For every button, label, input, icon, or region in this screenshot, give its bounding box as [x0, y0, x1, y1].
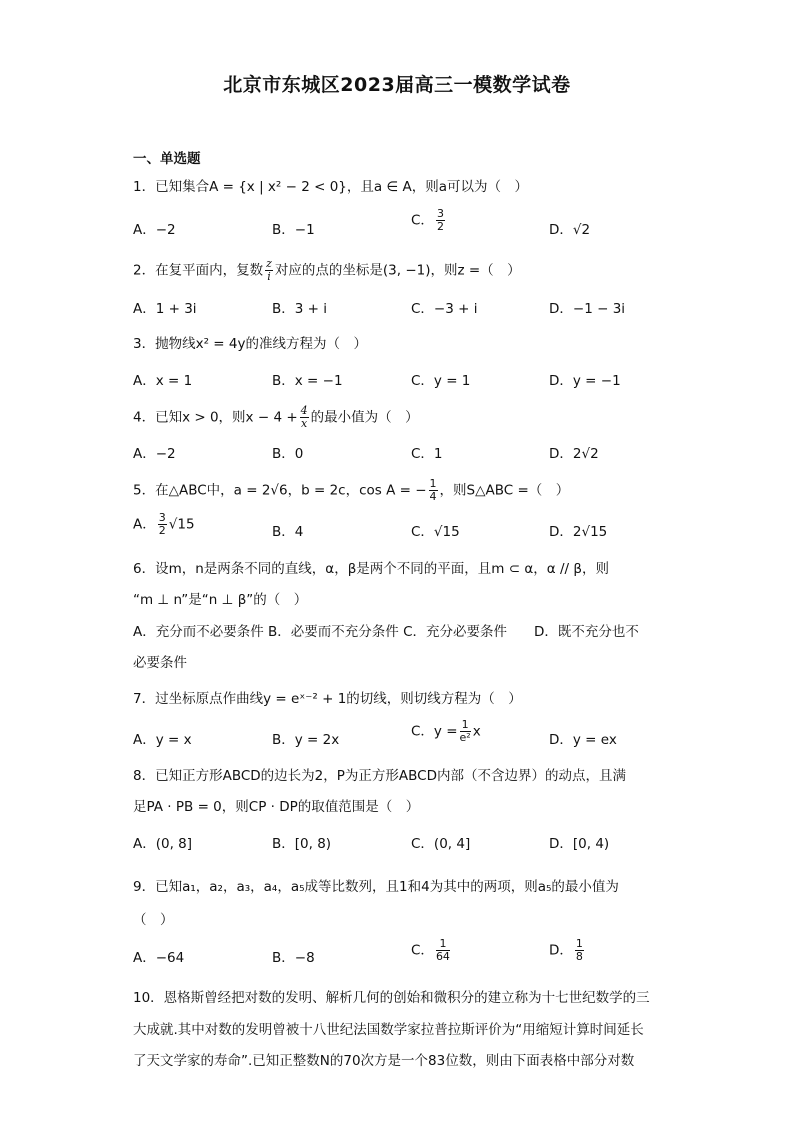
option-label: A． — [133, 516, 156, 533]
fraction — [429, 478, 438, 503]
denominator: 8 — [575, 950, 583, 963]
stem-text: 的最小值为（ ） — [310, 409, 419, 426]
fraction — [460, 719, 471, 744]
page-title: 北京市东城区2023届高三一模数学试卷 — [223, 74, 571, 96]
option-d: D．y = ex — [549, 732, 617, 748]
option-label: C． — [411, 942, 434, 959]
numerator: 1 — [575, 937, 583, 950]
option-d — [549, 938, 586, 963]
denominator: 64 — [435, 950, 450, 963]
option-label: D． — [549, 942, 573, 959]
question-8-stem-line-1: 8．已知正方形ABCD的边长为2，P为正方形ABCD内部（不含边界）的动点，且满 — [133, 768, 626, 784]
option-b: B．−1 — [272, 222, 315, 238]
stem-text: 5．在△ABC中，a = 2√6，b = 2c，cos A = − — [133, 482, 427, 499]
option-b: B．[0, 8) — [272, 836, 332, 852]
option-b: B．x = −1 — [272, 373, 343, 389]
option-a: A．−2 — [133, 222, 176, 238]
question-7-stem: 7．过坐标原点作曲线y = eˣ⁻² + 1的切线，则切线方程为（ ） — [133, 691, 522, 707]
stem-text: 对应的点的坐标是(3, −1)，则z =（ ） — [274, 262, 521, 279]
option-d: D．2√15 — [549, 524, 608, 540]
denominator: e² — [459, 731, 471, 744]
question-6-stem-line-2: “m ⊥ n”是“n ⊥ β”的（ ） — [133, 592, 308, 608]
question-10-line-2: 大成就.其中对数的发明曾被十八世纪法国数学家拉普拉斯评价为“用缩短计算时间延长 — [133, 1022, 644, 1038]
question-3-stem: 3．抛物线x² = 4y的准线方程为（ ） — [133, 336, 367, 352]
stem-text: 4．已知x > 0，则x − 4 + — [133, 409, 298, 426]
option-c: C．(0, 4] — [411, 836, 471, 852]
option-c: C．−3 + i — [411, 301, 478, 317]
section-heading: 一、单选题 — [133, 151, 201, 167]
question-1-stem: 1．已知集合A = {x | x² − 2 < 0}，且a ∈ A，则a可以为（ ） — [133, 179, 529, 195]
fraction — [436, 208, 445, 233]
numerator: 4 — [300, 404, 308, 417]
question-9-stem-line-2: （ ） — [133, 912, 174, 928]
option-b: B．−8 — [272, 950, 315, 966]
stem-text: 2．在复平面内，复数 — [133, 262, 264, 279]
option-c — [411, 938, 452, 963]
option-a: A．y = x — [133, 732, 192, 748]
fraction — [436, 938, 450, 963]
question-6-options-continued: 必要条件 — [133, 655, 187, 671]
numerator: 3 — [158, 511, 166, 524]
option-d: D．2√2 — [549, 446, 599, 462]
option-a: A．−2 — [133, 446, 176, 462]
option-b: B．4 — [272, 524, 304, 540]
question-4-stem — [133, 405, 419, 430]
option-a: A．1 + 3i — [133, 301, 197, 317]
option-d: D．√2 — [549, 222, 591, 238]
option-b: B．y = 2x — [272, 732, 340, 748]
denominator: 2 — [436, 220, 444, 233]
option-c — [411, 208, 447, 233]
option-tail: x — [472, 723, 481, 740]
option-d: D．−1 − 3i — [549, 301, 626, 317]
numerator: 1 — [460, 719, 471, 732]
option-label: C． — [411, 212, 434, 229]
question-9-stem-line-1: 9．已知a₁，a₂，a₃，a₄，a₅成等比数列，且1和4为其中的两项，则a₅的最小值为 — [133, 879, 619, 895]
numerator: 1 — [429, 477, 437, 490]
option-a: A．x = 1 — [133, 373, 193, 389]
denominator: i — [267, 270, 271, 283]
option-a — [133, 512, 195, 537]
option-d: D．y = −1 — [549, 373, 621, 389]
option-a: A．(0, 8] — [133, 836, 193, 852]
question-6-stem-line-1: 6．设m，n是两条不同的直线，α，β是两个不同的平面，且m ⊂ α，α // β，则 — [133, 561, 609, 577]
question-8-stem-line-2: 足PA · PB = 0，则CP · DP的取值范围是（ ） — [133, 799, 420, 815]
option-c: C．1 — [411, 446, 443, 462]
numerator: 1 — [436, 938, 450, 951]
denominator: 4 — [429, 490, 437, 503]
option-d: D．[0, 4) — [549, 836, 610, 852]
stem-text: ，则S△ABC =（ ） — [439, 482, 570, 499]
option-c: C．√15 — [411, 524, 460, 540]
fraction — [265, 258, 273, 283]
question-2-stem — [133, 258, 521, 283]
question-5-stem — [133, 478, 569, 503]
option-a: A．−64 — [133, 950, 185, 966]
numerator: 3 — [436, 207, 444, 220]
option-label: C．y = — [411, 723, 458, 740]
numerator: z — [266, 257, 272, 270]
question-6-options: A．充分而不必要条件 B．必要而不充分条件 C．充分必要条件 D．既不充分也不 — [133, 624, 639, 640]
option-b: B．3 + i — [272, 301, 327, 317]
option-c — [411, 719, 481, 744]
question-10-line-3: 了天文学家的寿命”.已知正整数N的70次方是一个83位数，则由下面表格中部分对数 — [133, 1053, 635, 1069]
denominator: x — [301, 417, 308, 430]
fraction — [300, 405, 309, 430]
option-c: C．y = 1 — [411, 373, 471, 389]
option-tail: √15 — [168, 516, 195, 533]
question-10-line-1: 10．恩格斯曾经把对数的发明、解析几何的创始和微积分的建立称为十七世纪数学的三 — [133, 990, 650, 1006]
option-b: B．0 — [272, 446, 304, 462]
fraction — [158, 512, 167, 537]
denominator: 2 — [158, 524, 166, 537]
fraction — [575, 938, 584, 963]
